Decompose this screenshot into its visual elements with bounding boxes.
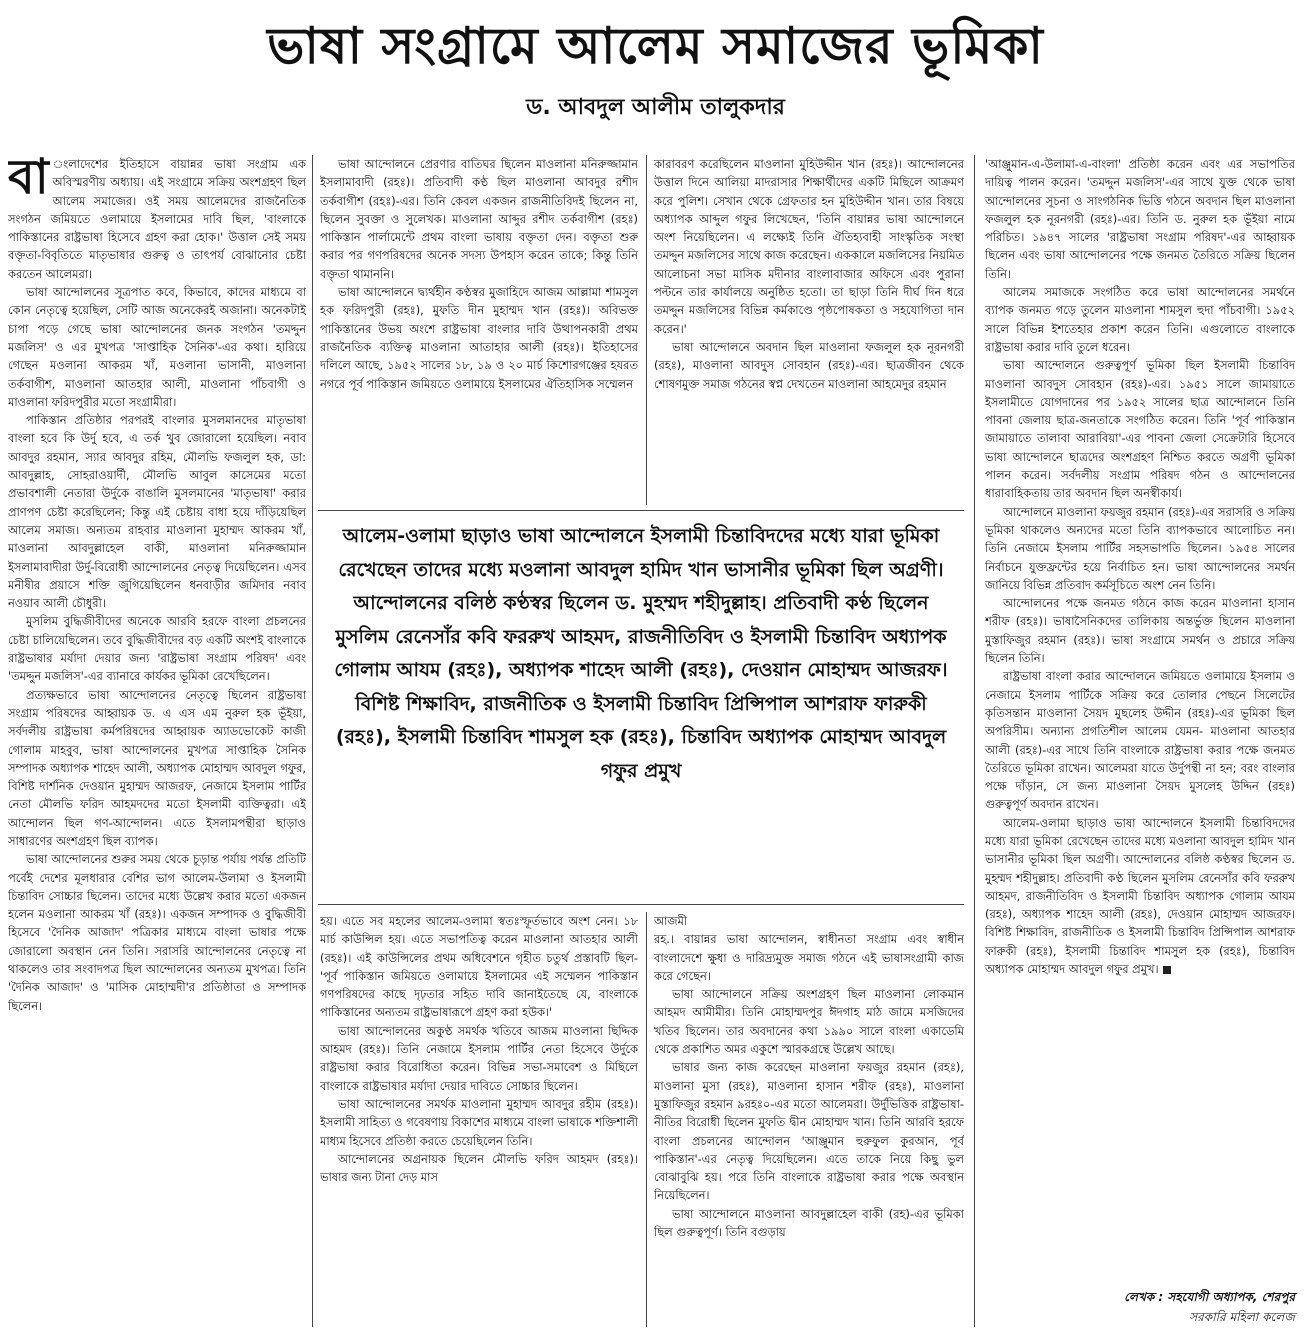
pull-quote-bottom-rule [318,904,964,905]
paragraph-text: আলেম-ওলামা ছাড়াও ভাষা আন্দোলনে ইসলামী চিন্তাবিদদের মধ্যে যারা ভূমিকা রেখেছেন তাদের মধ্যে মওলানা আবদুল হামিদ খান ভাসানীর ভূমিকা ছিল অগ্রণী। আন্দোলনের বলিষ্ঠ কণ্ঠস্বর ছিলেন ড. মুহম্মদ শহীদুল্লাহ। প্রতিবাদী কণ্ঠ ছিলেন মুসলিম রেনেসাঁর কবি ফররুখ আহমদ, রাজনীতিবিদ ও ইসলামী চিন্তাবিদ অধ্যাপক গোলাম আযম (রহঃ), অধ্যাপক শাহেদ আলী (রহঃ), দেওয়ান মোহাম্মদ আজরফ। বিশিষ্ট শিক্ষাবিদ, রাজনীতিক ও ইসলামী চিন্তাবিদ প্রিন্সিপাল আশরাফ ফারুকী (রহঃ), ইসলামী চিন্তাবিদ শামসুল হক (রহঃ), চিন্তাবিদ অধ্যাপক মোহাম্মদ আবদুল গফুর প্রমুখ। [985,815,1295,977]
end-mark-icon [1163,966,1171,974]
paragraph: ভাষা আন্দোলনে প্রেরণার বাতিঘর ছিলেন মাওলানা মনিরুজ্জামান ইসলামাবাদী (রহঃ)। প্রতিবাদী কণ্ঠ ছিল মাওলানা আবদুর রশীদ তর্কবাগীশ (রহঃ)-এর। তিনি কেবল একজন রাজনীতিবিদই ছিলেন না, ছিলেন সুবক্তা ও সুলেখক। মাওলানা আব্দুর রশীদ তর্কবাগীশ (রহঃ) পাকিস্তান পার্লামেন্টে প্রথম বাংলা ভাষায় বক্তৃতা দেন। বক্তৃতা শুরু করার পর গণপরিষদের অনেক সদস্য উপহাস করেন তাকে; কিন্তু তিনি বক্তৃতা থামাননি। [320,157,638,281]
paragraph: আন্দোলনের অগ্রনায়ক ছিলেন মৌলভি ফরিদ আহমদ (রহঃ)। ভাষার জন্য টানা দেড় মাস [320,1151,638,1185]
column-rule [646,155,647,505]
paragraph: ভাষা আন্দোলনের অকুণ্ঠ সমর্থক খতিবে আজম মাওলানা ছিদ্দিক আহমদ (রহঃ)। তিনি নেজামে ইসলাম পার্টির নেতা হিসেবে উর্দুকে রাষ্ট্রভাষা করার বিরোধিতা করেন। বিভিন্ন সভা-সমাবেশ ও মিছিলে বাংলাকে রাষ্ট্রভাষার মর্যাদা দেয়ার দাবিতে সোচ্চার ছিলেন। [320,1023,638,1093]
paragraph [8,155,306,283]
author-note-institution: সরকারি মহিলা কলেজ [1189,1310,1295,1324]
paragraph: ভাষার জন্য কাজ করেছেন মাওলানা ফয়জুর রহমান (রহঃ), মাওলানা মুসা (রহঃ), মাওলানা হাসান শরীফ (রহঃ), মাওলানা মুস্তাফিজুর রহমান ৯রহঃ০-এর মতো আলেমরা। উর্দুভিত্তিক রাষ্ট্রভাষা-নীতির বিরোধী ছিলেন মুফতি দ্বীন মোহাম্মদ খান। তিনি আরবি হরফে বাংলা প্রচলনের আন্দোলন 'আঞ্জুমান হুরুফুল কুরআন, পূর্ব পাকিস্তান'-এর নেতৃত্ব দিয়েছিলেন। এতে তাকে নিয়ে কিছু ভুল বোঝাবুঝি হয়। পরে তিনি বাংলাকে রাষ্ট্রভাষা করার পক্ষে অবস্থান নিয়েছিলেন। [654,1060,964,1203]
paragraph: ভাষা আন্দোলনের সমর্থক মাওলানা মুহাম্মদ আবদুর রহীম (রহঃ)। ইসলামী সাহিত্য ও গবেষণায় বিকাশের মাধ্যমে বাংলা ভাষাকে শক্তিশালী মাধ্যম হিসেবে প্রতিষ্ঠা করতে চেয়েছিলেন তিনি। [320,1096,638,1148]
column-4 [985,155,1295,1283]
paragraph: রহ.। বায়ান্নর ভাষা আন্দোলন, স্বাধীনতা সংগ্রাম এবং স্বাধীন বাংলাদেশে ক্ষুধা ও দারিদ্র্যমুক্ত সমাজ গঠনে এই ভাষাসংগ্রামী কাজ করে গেছেন। [654,932,964,983]
drop-cap: বা [8,155,49,205]
column-rule [646,912,647,1327]
paragraph [985,814,1295,979]
paragraph-text: ংলাদেশের ইতিহাসে বায়ান্নর ভাষা সংগ্রাম এক অবিস্মরণীয় অধ্যায়। এই সংগ্রামে সক্রিয় অংশগ্রহণ ছিল আলেম সমাজের। ওই সময় আলেমদের রাজনৈতিক সংগঠন জমিয়তে ওলামায়ে ইসলামের দাবি ছিল, 'বাংলাকে পাকিস্তানের রাষ্ট্রভাষা হিসেবে গ্রহণ করা হোক।' উত্তাল সেই সময় বক্তৃতা-বিবৃতিতে মাতৃভাষার গুরুত্ব ও তাৎপর্য বোঝানোর চেষ্টা করতেন আলেমরা। [8,157,306,281]
column-rule [974,155,975,1327]
paragraph: রাষ্ট্রভাষা বাংলা করার আন্দোলনে জমিয়তে ওলামায়ে ইসলাম ও নেজামে ইসলাম পার্টিকে সক্রিয় করে তোলার পেছনে সিলেটের কৃতিসন্তান মাওলানা সৈয়দ মুছলেহ উদ্দীন (রহঃ)-এর ভূমিকা ছিল অপরিসীম। অন্যান্য প্রগতিশীল আলেম যেমন- মাওলানা আতহার আলী (রহঃ)-এর সাথে তিনি বাংলাকে রাষ্ট্রভাষা করার পক্ষে জনমত তৈরিতে ভূমিকা রাখেন। আলেমরা যাতে উর্দুপন্থী না হন; বরং বাংলার পক্ষে দাঁড়ান, সে জন্য মাওলানা সৈয়দ মুসলেহ উদ্দিন (রহঃ) গুরুত্বপূর্ণ অবদান রাখেন। [985,669,1295,812]
paragraph: হয়। এতে সব মহলের আলেম-ওলামা স্বতঃস্ফূর্তভাবে অংশ নেন। ১৮ মার্চ কাউন্সিল হয়। এতে সভাপতিত্ব করেন মাওলানা আতহার আলী (রহঃ)। এই কাউন্সিলের প্রথম অধিবেশনে গৃহীত চতুর্থ প্রস্তাবটি ছিল- 'পূর্ব পাকিস্তান জমিয়তে ওলামায়ে ইসলামের এই সম্মেলন পাকিস্তান গণপরিষদের কাছে দৃঢ়তার সহিত দাবি জানাইতেছে যে, বাংলাকে পাকিস্তানের অন্যতম রাষ্ট্রভাষারূপে গ্রহণ করা হউক।' [320,914,638,1020]
pull-quote: আলেম-ওলামা ছাড়াও ভাষা আন্দোলনে ইসলামী চিন্তাবিদদের মধ্যে যারা ভূমিকা রেখেছেন তাদের মধ্যে মওলানা আবদুল হামিদ খান ভাসানীর ভূমিকা ছিল অগ্রণী। আন্দোলনের বলিষ্ঠ কণ্ঠস্বর ছিলেন ড. মুহম্মদ শহীদুল্লাহ। প্রতিবাদী কণ্ঠ ছিলেন মুসলিম রেনেসাঁর কবি ফররুখ আহমদ, রাজনীতিবিদ ও ইসলামী চিন্তাবিদ অধ্যাপক গোলাম আযম (রহঃ), অধ্যাপক শাহেদ আলী (রহঃ), দেওয়ান মোহাম্মদ আজরফ। বিশিষ্ট শিক্ষাবিদ, রাজনীতিক ও ইসলামী চিন্তাবিদ প্রিন্সিপাল আশরাফ ফারুকী (রহঃ), ইসলামী চিন্তাবিদ শামসুল হক (রহঃ), চিন্তাবিদ অধ্যাপক মোহাম্মদ আবদুল গফুর প্রমুখ [334,525,948,782]
author-note-title: লেখক : সহযোগী অধ্যাপক, শেরপুর [1124,1290,1295,1304]
column-2-top [320,155,638,505]
article-headline: ভাষা সংগ্রামে আলেম সমাজের ভূমিকা [267,17,1044,75]
column-rule [312,155,313,1327]
paragraph: ভাষা আন্দোলনের সূত্রপাত কবে, কিভাবে, কাদের মাধ্যমে বা কোন নেতৃত্বে হয়েছিল, সেটি আজ অনেকেরই অজানা। অনেকটাই চাপা পড়ে গেছে ভাষা আন্দোলনের জনক সংগঠন 'তমদ্দুন মজলিস' ও এর মুখপত্র 'সাপ্তাহিক সৈনিক'-এর কথা। হারিয়ে গেছেন মওলানা আকরম খাঁ, মওলানা ভাসানী, মাওলানা তর্কবাগীশ, মাওলানা আতহার আলী, মাওলানা পাঁচবাগী ও মাওলানা ফরিদপুরীর মতো সংগ্রামীরা। [8,285,306,409]
column-3-bottom [654,912,964,1327]
paragraph: ভাষা আন্দোলনে দ্ব্যর্থহীন কণ্ঠস্বর মুজাহিদে আজম আল্লামা শামসুল হক ফরিদপুরী (রহঃ), মুফতি দীন মুহাম্মদ খান (রহঃ)। অবিভক্ত পাকিস্তানের উভয় অংশে রাষ্ট্রভাষা বাংলার দাবি উত্থাপনকারী প্রথম রাজনৈতিক ব্যক্তিত্ব মাওলানা আতাহার আলী (রহঃ)। ইতিহাসের দলিলে আছে, ১৯৫২ সালের ১৮, ১৯ ও ২০ মার্চ কিশোরগঞ্জের হযরত নগরে পূর্ব পাকিস্তান জমিয়তে ওলামায়ে ইসলামের ঐতিহাসিক সম্মেলন [320,285,638,391]
paragraph: আলেম সমাজকে সংগঠিত করে ভাষা আন্দোলনের সমর্থনে ব্যাপক জনমত গড়ে তুলেন মাওলানা শামসুল হুদা পাঁচবাগী। ১৯৫২ সালে বিভিন্ন ইশতেহার প্রকাশ করেন তিনি। এগুলোতে বাংলাকে রাষ্ট্রভাষা করার দাবি তুলে ধরেন। [985,285,1295,354]
column-2-bottom [320,912,638,1327]
paragraph: আন্দোলনে মাওলানা ফয়জুর রহমান (রহঃ)-এর সরাসরি ও সক্রিয় ভূমিকা থাকলেও অন্যদের মতো তিনি ব্যাপকভাবে আলোচিত নন। তিনি নেজামে ইসলাম পার্টির সহসভাপতি ছিলেন। ১৯৫৪ সালের নির্বাচনে যুক্তফ্রন্টের হয়ে নির্বাচিত হন। ভাষা আন্দোলনের সমর্থন জানিয়ে বিভিন্ন প্রতিবাদ কর্মসূচিতে অংশ নেন তিনি। [985,504,1295,592]
paragraph: আন্দোলনের পক্ষে জনমত গঠনে কাজ করেন মাওলানা হাসান শরীফ (রহঃ)। ভাষাসৈনিকদের তালিকায় অন্তর্ভুক্ত ছিলেন মাওলানা মুস্তাফিজুর রহমান (রহঃ)। ভাষা সংগ্রামে সমর্থন ও প্রচারে সক্রিয় ছিলেন তিনি। [985,596,1295,666]
paragraph: ভাষা আন্দোলনে মাওলানা আবদুল্লাহেল বাকী (রহ)-এর ভূমিকা ছিল গুরুত্বপূর্ণ। তিনি বগুড়ায় [654,1206,964,1240]
paragraph: 'আঞ্জুমান-এ-উলামা-এ-বাংলা' প্রতিষ্ঠা করেন এবং এর সভাপতির দায়িত্ব পালন করেন। 'তমদ্দুন মজলিস'-এর সাথে যুক্ত থেকে ভাষা আন্দোলনের সূচনা ও সাংগঠনিক ভিত্তি গঠনে অবদান ছিল মাওলানা ফজলুল হক নূরনগরী (রহঃ)-এর। তিনি ড. নুরুল হক ভূঁইয়া নামে পরিচিত। ১৯৪৭ সালের 'রাষ্ট্রভাষা সংগ্রাম পরিষদ'-এর আহ্বায়ক ছিলেন এবং ভাষা আন্দোলনের পক্ষে জনমত তৈরিতে সক্রিয় ছিলেন তিনি। [985,157,1295,281]
paragraph: ভাষা আন্দোলনে সক্রিয় অংশগ্রহণ ছিল মাওলানা লোকমান আহমদ আমীমীর। তিনি মোহাম্মদপুর ঈদগাহ মাঠ জামে মসজিদের খতিব ছিলেন। তার অবদানের কথা ১৯৯০ সালে বাংলা একাডেমি থেকে প্রকাশিত অমর একুশে স্মারকগ্রন্থে উল্লেখ আছে। [654,987,964,1057]
paragraph: ভাষা আন্দোলনে অবদান ছিল মাওলানা ফজলুল হক নূরনগরী (রহঃ), মাওলানা আবদুস সোবহান (রহঃ)-এর। ছাত্রজীবন থেকে শোষণমুক্ত সমাজ গঠনের স্বপ্ন দেখতেন মাওলানা আহমেদুর রহমান [654,339,964,391]
paragraph: ভাষা আন্দোলনে গুরুত্বপূর্ণ ভূমিকা ছিল ইসলামী চিন্তাবিদ মাওলানা আবদুস সোবহান (রহঃ)-এর। ১৯৫১ সালে জামায়াতে ইসলামীতে যোগদানের পর ১৯৫২ সালের ছাত্র আন্দোলনে তিনি পাবনা জেলায় ছাত্র-জনতাকে সংগঠিত করেন। তিনি 'পূর্ব পাকিস্তান জামায়াতে তালাবা আরাবিয়া'-এর পাবনা জেলা সেক্রেটারি হিসেবে ভাষা আন্দোলনে ছাত্রদের অংশগ্রহণ নিশ্চিত করতে অগ্রণী ভূমিকা পালন করেন। সর্বদলীয় সংগ্রাম পরিষদ গঠন ও আন্দোলনের ধারাবাহিকতায় তার অবদান ছিল অনস্বীকার্য। [985,358,1295,501]
article-byline: ড. আবদুল আলীম তালুকদার [526,95,785,120]
paragraph: পাকিস্তান প্রতিষ্ঠার পরপরই বাংলার মুসলমানদের মাতৃভাষা বাংলা হবে কি উর্দু হবে, এ তর্ক খুব জোরালো হয়েছিল। নবাব আবদুর রহমান, স্যার আবদুর রহিম, মৌলভি ফজলুল হক, ডা: আবদুল্লাহ, সোহরাওয়ার্দী, মৌলভি আবুল কাসেমের মতো প্রভাবশালী নেতারা উর্দুকে বাঙালি মুসলমানের 'মাতৃভাষা' করার প্রাণপণ চেষ্টা করেছিলেন; কিন্তু এই চেষ্টায় বাধা হয়ে দাঁড়িয়েছিল আলেম সমাজ। অন্যতম রাহবার মাওলানা মুহাম্মদ আকরম খাঁ, মাওলানা আবদুল্লাহেল বাকী, মাওলানা মনিরুজ্জামান ইসলামাবাদীরা উর্দু-বিরোধী আন্দোলনের নেতৃত্ব দিয়েছিলেন। এসব মনীষীর প্রয়াসে শক্তি জুগিয়েছিলেন ধনবাড়ীর জমিদার নবাব নওয়াব আলী চৌধুরী। [8,413,306,611]
paragraph: ভাষা আন্দোলনের শুরুর সময় থেকে চূড়ান্ত পর্যায় পর্যন্ত প্রতিটি পর্বেই দেশের মূলধারার বেশির ভাগ আলেম-উলামা ও ইসলামী চিন্তাবিদ সোচ্চার ছিলেন। তাদের মধ্যে উল্লেখ করার মতো একজন হলেন মওলানা আকরম খাঁ (রহঃ)। একজন সম্পাদক ও বুদ্ধিজীবী হিসেবে 'দৈনিক আজাদ' পত্রিকার মাধ্যমে বাংলা ভাষার পক্ষে জোরালো অবস্থান নেন তিনি। সরাসরি আন্দোলনের নেতৃত্বে না থাকলেও তার সংবাদপত্র ছিল আন্দোলনের অন্যতম মুখপত্র। তিনি 'দৈনিক আজাদ' ও 'মাসিক মোহাম্মদী'র প্রতিষ্ঠাতা ও সম্পাদক ছিলেন। [8,852,306,1013]
paragraph: প্রত্যক্ষভাবে ভাষা আন্দোলনের নেতৃত্বে ছিলেন রাষ্ট্রভাষা সংগ্রাম পরিষদের আহ্বায়ক ড. এ এস এম নুরুল হক ভূঁইয়া, সর্বদলীয় রাষ্ট্রভাষা কর্মপরিষদের আহ্বায়ক অ্যাডভোকেট কাজী গোলাম মাহবুব, ভাষা আন্দোলনের মুখপত্র সাপ্তাহিক সৈনিক সম্পাদক অধ্যাপক শাহেদ আলী, অধ্যাপক মোহাম্মদ আবদুল গফুর, বিশিষ্ট দার্শনিক দেওয়ান মুহাম্মদ আজরফ, নেজামে ইসলাম পার্টির নেতা মৌলভি ফরিদ আহমদদের মতো ইসলামী ব্যক্তিত্বরা। এই আন্দোলন ছিল গণ-আন্দোলন। এতে ইসলামপন্থীরা ছাড়াও সাধারণের অংশগ্রহণ ছিল ব্যাপক। [8,687,306,848]
paragraph: মুসলিম বুদ্ধিজীবীদের অনেকে আরবি হরফে বাংলা প্রচলনের চেষ্টা চালিয়েছিলেন। তবে বুদ্ধিজীবীদের বড় একটি অংশই বাংলাকে রাষ্ট্রভাষার মর্যাদা দেয়ার জন্য 'রাষ্ট্রভাষা সংগ্রাম পরিষদ' এবং 'তমদ্দুন মজলিস'-এর ব্যানারে কার্যকর ভূমিকা রেখেছিলেন। [8,614,306,684]
paragraph: কারাবরণ করেছিলেন মাওলানা মুহিউদ্দীন খান (রহঃ)। আন্দোলনের উত্তাল দিনে আলিয়া মাদরাসার শিক্ষার্থীদের একটি মিছিলে আক্রমণ করে পুলিশ। সেখান থেকে গ্রেফতার হন মুহিউদ্দীন খান। তার বিষয়ে অধ্যাপক আব্দুল গফুর লিখেছেন, 'তিনি বায়ান্নর ভাষা আন্দোলনে অংশ নিয়েছিলেন। এ লক্ষ্যেই তিনি ঐতিহ্যবাহী সাংস্কৃতিক সংস্থা তমদ্দুন মজলিসের সাথে কাজ করেছেন। এককালে মজলিসের নিয়মিত আলোচনা সভা মাসিক মদীনার বাংলাবাজার অফিসে এবং পুরানা পল্টনে তার কার্যালয়ে অনুষ্ঠিত হতো। তা ছাড়া তিনি দীর্ঘ দিন ধরে তমদ্দুন মজলিসের বিভিন্ন কর্মকাণ্ডে পৃষ্ঠপোষকতা ও সহযোগিতা দান করেন।' [654,157,964,336]
paragraph: আজমী [654,914,688,928]
column-1 [8,155,306,1325]
column-3-top [654,155,964,505]
pull-quote-top-rule [318,510,964,511]
